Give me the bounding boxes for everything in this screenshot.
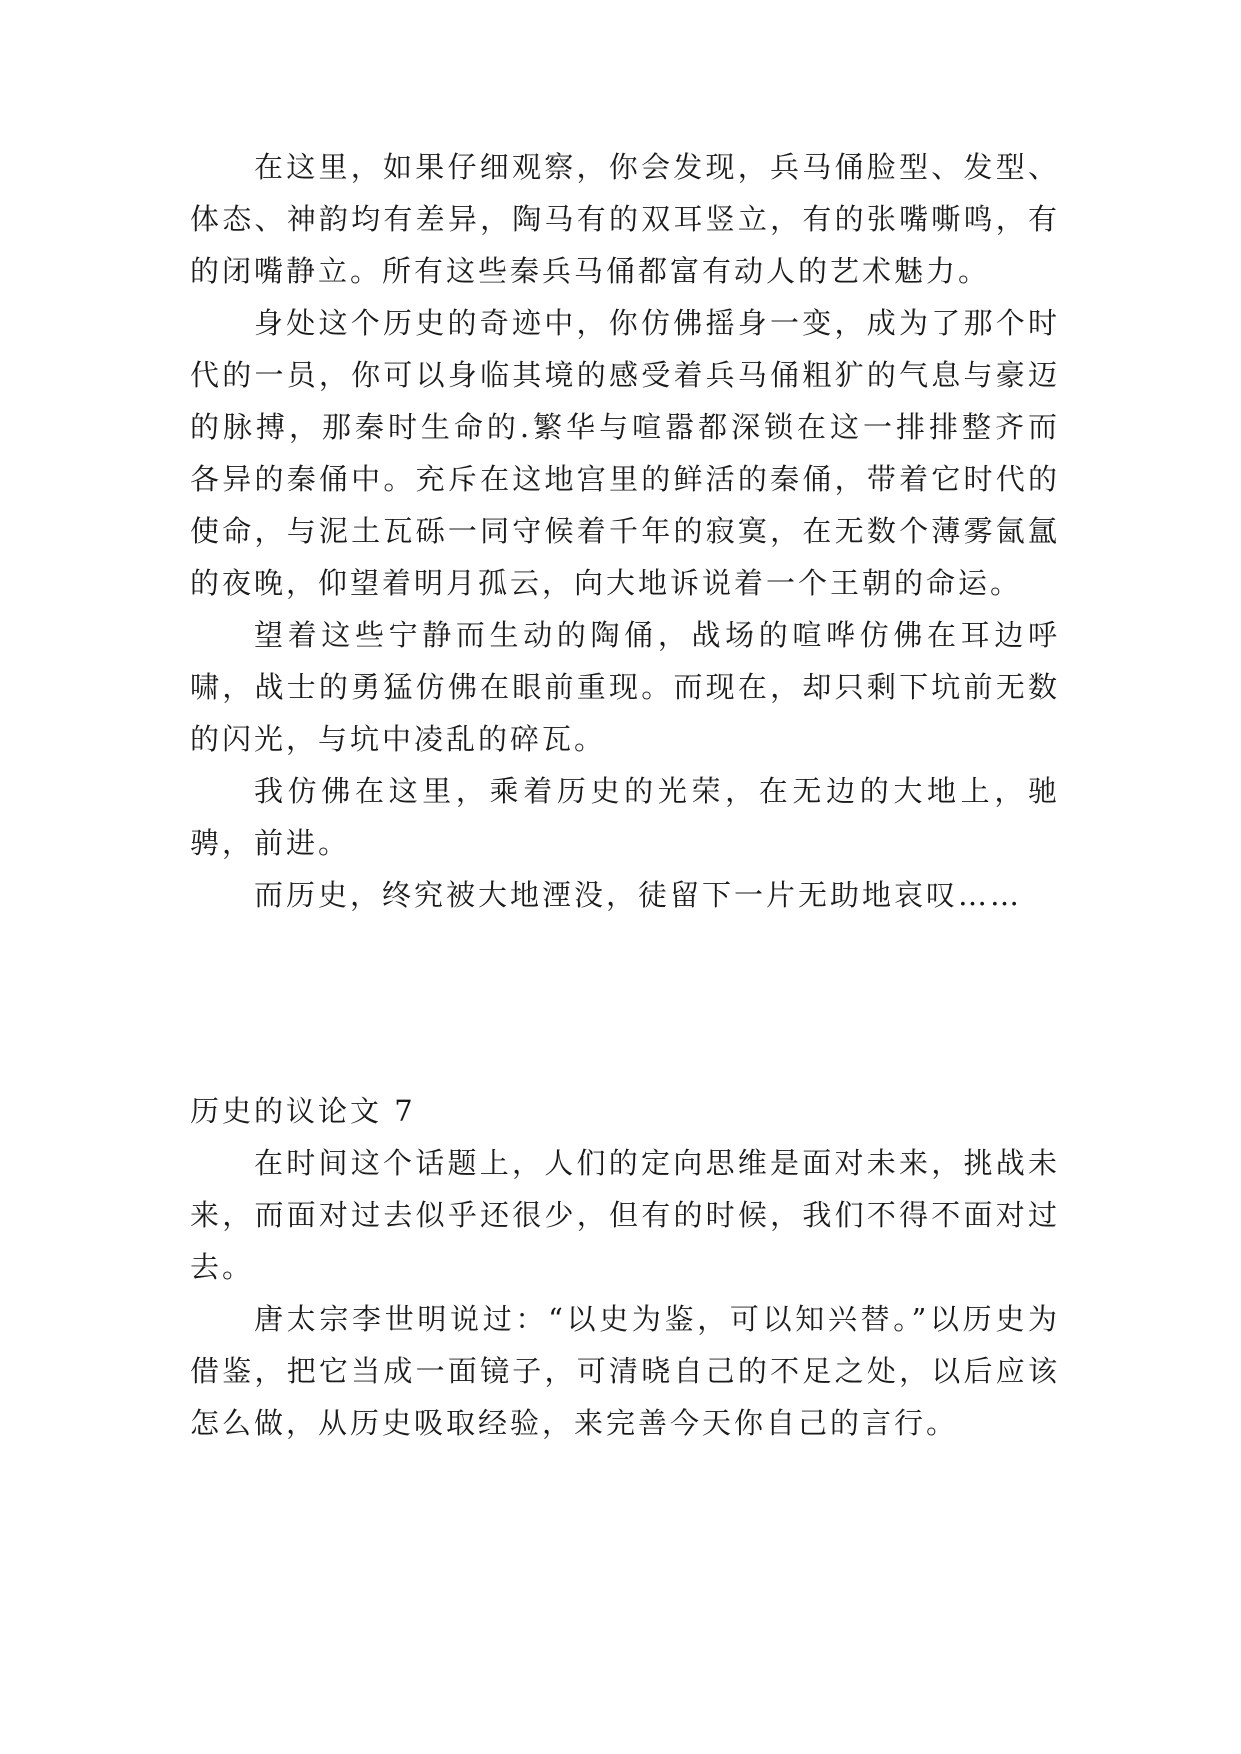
paragraph-facing-the-past: 在时间这个话题上，人们的定向思维是面对未来，挑战未来，而面对过去似乎还很少，但有的时候，我们不得不面对过去。 xyxy=(190,1146,1060,1284)
essay-body-part1 xyxy=(190,141,1060,921)
paragraph-battlefield-echo: 望着这些宁静而生动的陶俑，战场的喧哗仿佛在耳边呼啸，战士的勇猛仿佛在眼前重现。而现在，却只剩下坑前无数的闪光，与坑中凌乱的碎瓦。 xyxy=(190,618,1060,756)
paragraph-terracotta-details: 在这里，如果仔细观察，你会发现，兵马俑脸型、发型、体态、神韵均有差异，陶马有的双耳竖立，有的张嘴嘶鸣，有的闭嘴静立。所有这些秦兵马俑都富有动人的艺术魅力。 xyxy=(190,150,1060,288)
paragraph-history-as-mirror: 唐太宗李世明说过：“以史为鉴，可以知兴替。”以历史为借鉴，把它当成一面镜子，可清晓自己的不足之处，以后应该怎么做，从历史吸取经验，来完善今天你自己的言行。 xyxy=(190,1302,1060,1440)
section-title: 历史的议论文 7 xyxy=(190,1094,416,1128)
essay-body-part2 xyxy=(190,1085,1060,1449)
paragraph-galloping-forward: 我仿佛在这里，乘着历史的光荣，在无边的大地上，驰骋，前进。 xyxy=(190,774,1060,860)
paragraph-historical-immersion: 身处这个历史的奇迹中，你仿佛摇身一变，成为了那个时代的一员，你可以身临其境的感受着兵马俑粗犷的气息与豪迈的脉搏，那秦时生命的.繁华与喧嚣都深锁在这一排排整齐而各异的秦俑中。充斥在这地宫里的鲜活的秦俑，带着它时代的使命，与泥土瓦砾一同守候着千年的寂寞，在无数个薄雾氤氲的夜晚，仰望着明月孤云，向大地诉说着一个王朝的命运。 xyxy=(190,306,1060,600)
paragraph-history-buried: 而历史，终究被大地湮没，徒留下一片无助地哀叹…… xyxy=(254,878,1023,912)
